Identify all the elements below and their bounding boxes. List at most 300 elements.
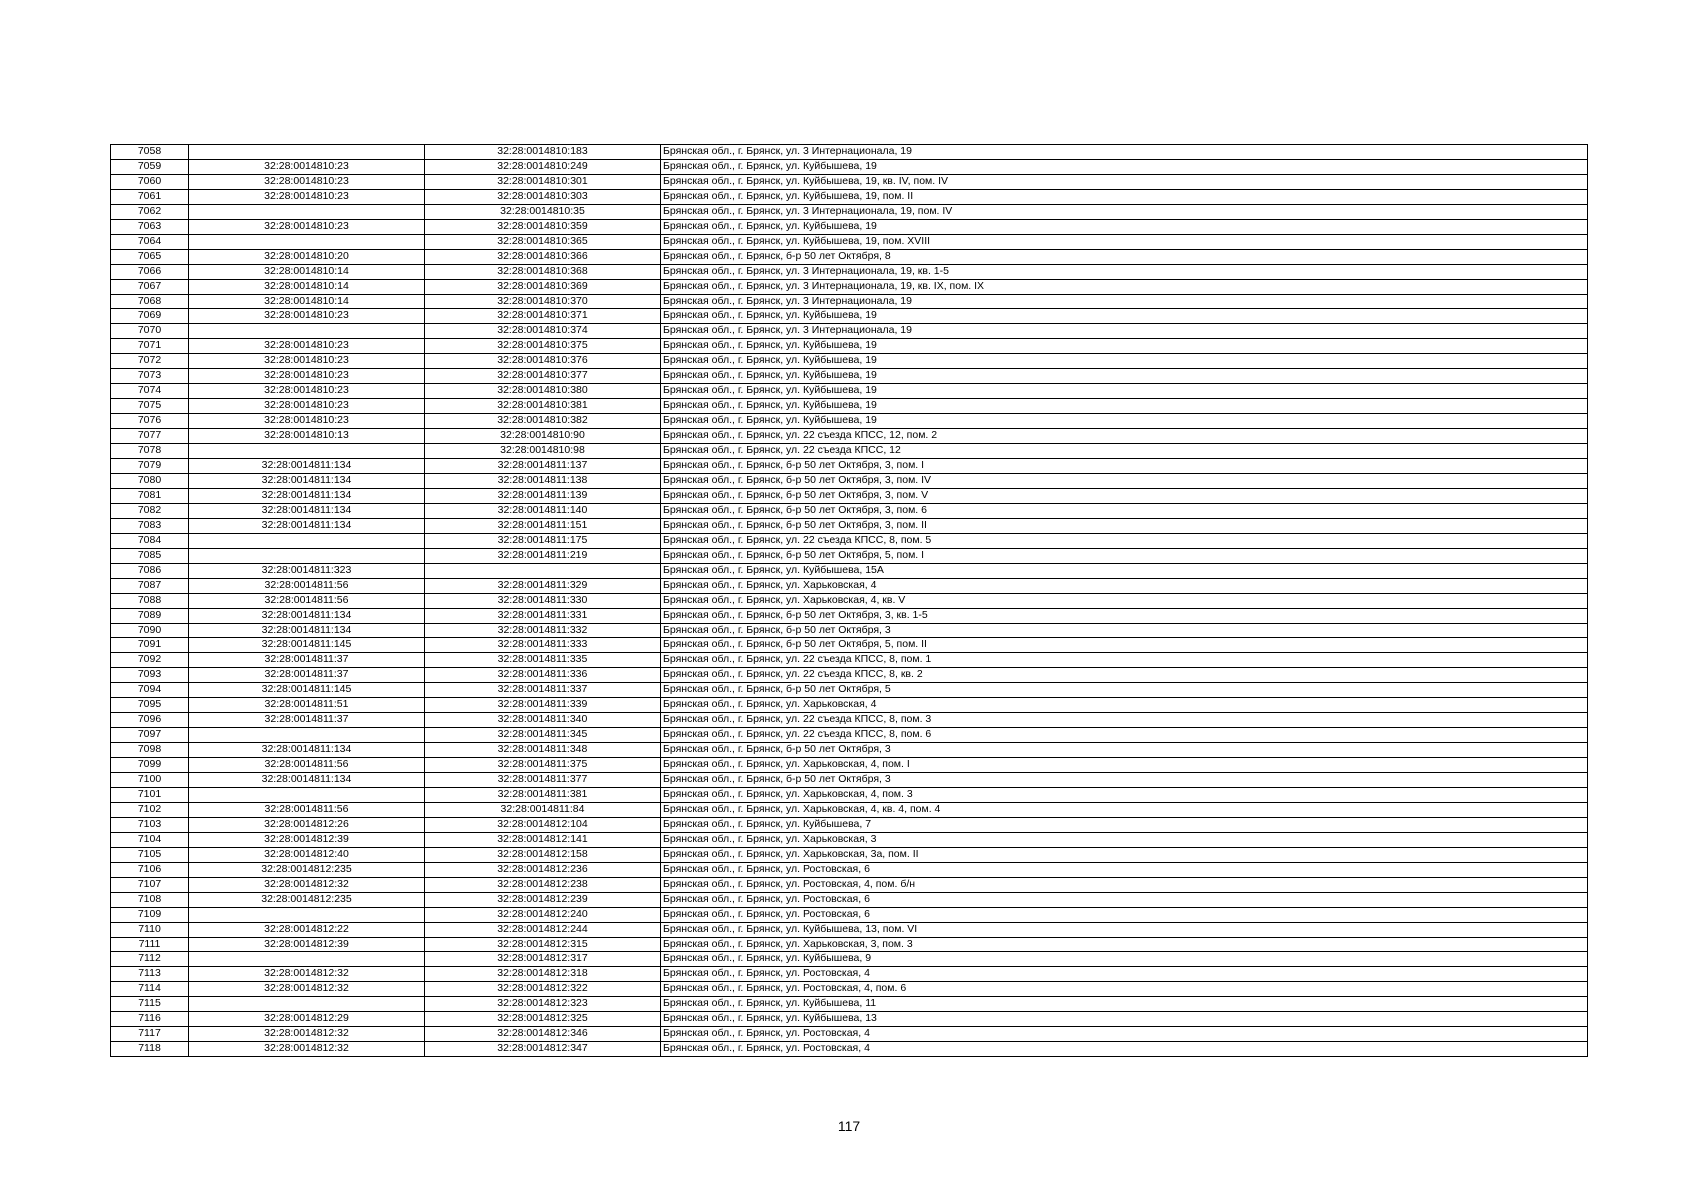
object-number-cell: 32:28:0014810:303 [425, 189, 661, 204]
parcel-number-cell: 32:28:0014811:134 [189, 773, 425, 788]
parcel-number-cell: 32:28:0014811:134 [189, 473, 425, 488]
table-row [111, 1042, 1588, 1057]
table-row [111, 758, 1588, 773]
row-number-cell: 7063 [111, 219, 189, 234]
table-row [111, 743, 1588, 758]
table-row [111, 309, 1588, 324]
address-cell: Брянская обл., г. Брянск, ул. Куйбышева, 19, кв. IV, пом. IV [661, 174, 1588, 189]
table-row [111, 683, 1588, 698]
row-number-cell: 7096 [111, 713, 189, 728]
row-number-cell: 7104 [111, 832, 189, 847]
address-cell: Брянская обл., г. Брянск, б-р 50 лет Октября, 5, пом. II [661, 638, 1588, 653]
table-row [111, 802, 1588, 817]
object-number-cell: 32:28:0014811:377 [425, 773, 661, 788]
address-cell: Брянская обл., г. Брянск, б-р 50 лет Октября, 3, пом. II [661, 518, 1588, 533]
table-row [111, 219, 1588, 234]
object-number-cell: 32:28:0014810:98 [425, 444, 661, 459]
parcel-number-cell: 32:28:0014811:134 [189, 488, 425, 503]
object-number-cell: 32:28:0014811:332 [425, 623, 661, 638]
row-number-cell: 7086 [111, 563, 189, 578]
parcel-number-cell: 32:28:0014810:14 [189, 294, 425, 309]
table-row [111, 204, 1588, 219]
parcel-number-cell: 32:28:0014812:39 [189, 832, 425, 847]
row-number-cell: 7076 [111, 414, 189, 429]
row-number-cell: 7094 [111, 683, 189, 698]
object-number-cell: 32:28:0014812:315 [425, 937, 661, 952]
row-number-cell: 7108 [111, 892, 189, 907]
table-row [111, 324, 1588, 339]
parcel-number-cell: 32:28:0014811:56 [189, 758, 425, 773]
object-number-cell: 32:28:0014811:219 [425, 548, 661, 563]
address-cell: Брянская обл., г. Брянск, ул. Куйбышева, 13, пом. VI [661, 922, 1588, 937]
table-row [111, 907, 1588, 922]
parcel-number-cell: 32:28:0014810:23 [189, 159, 425, 174]
page-number: 117 [837, 1118, 861, 1134]
table-row [111, 653, 1588, 668]
table-row [111, 414, 1588, 429]
row-number-cell: 7101 [111, 787, 189, 802]
table-row [111, 429, 1588, 444]
object-number-cell: 32:28:0014810:375 [425, 339, 661, 354]
row-number-cell: 7097 [111, 728, 189, 743]
object-number-cell: 32:28:0014812:236 [425, 862, 661, 877]
row-number-cell: 7071 [111, 339, 189, 354]
object-number-cell: 32:28:0014811:140 [425, 503, 661, 518]
table-row [111, 399, 1588, 414]
row-number-cell: 7079 [111, 459, 189, 474]
table-row [111, 668, 1588, 683]
table-row [111, 937, 1588, 952]
row-number-cell: 7098 [111, 743, 189, 758]
object-number-cell: 32:28:0014811:329 [425, 578, 661, 593]
row-number-cell: 7058 [111, 145, 189, 160]
address-cell: Брянская обл., г. Брянск, б-р 50 лет Октября, 3, пом. V [661, 488, 1588, 503]
parcel-number-cell [189, 444, 425, 459]
table-row [111, 174, 1588, 189]
row-number-cell: 7100 [111, 773, 189, 788]
table-row [111, 877, 1588, 892]
parcel-number-cell: 32:28:0014812:32 [189, 1027, 425, 1042]
object-number-cell: 32:28:0014811:151 [425, 518, 661, 533]
object-number-cell: 32:28:0014810:369 [425, 279, 661, 294]
table-row [111, 638, 1588, 653]
address-cell: Брянская обл., г. Брянск, б-р 50 лет Октября, 3, пом. IV [661, 473, 1588, 488]
table-row [111, 459, 1588, 474]
parcel-number-cell: 32:28:0014810:13 [189, 429, 425, 444]
row-number-cell: 7091 [111, 638, 189, 653]
parcel-number-cell [189, 548, 425, 563]
parcel-number-cell: 32:28:0014811:323 [189, 563, 425, 578]
object-number-cell: 32:28:0014811:337 [425, 683, 661, 698]
parcel-number-cell: 32:28:0014812:235 [189, 862, 425, 877]
row-number-cell: 7067 [111, 279, 189, 294]
parcel-number-cell: 32:28:0014811:51 [189, 698, 425, 713]
object-number-cell: 32:28:0014812:325 [425, 1012, 661, 1027]
table-row [111, 862, 1588, 877]
parcel-number-cell: 32:28:0014810:23 [189, 174, 425, 189]
parcel-number-cell: 32:28:0014812:39 [189, 937, 425, 952]
parcel-number-cell: 32:28:0014810:23 [189, 399, 425, 414]
object-number-cell: 32:28:0014810:371 [425, 309, 661, 324]
object-number-cell: 32:28:0014812:318 [425, 967, 661, 982]
table-row [111, 189, 1588, 204]
object-number-cell: 32:28:0014812:141 [425, 832, 661, 847]
table-row [111, 892, 1588, 907]
row-number-cell: 7089 [111, 608, 189, 623]
row-number-cell: 7068 [111, 294, 189, 309]
object-number-cell: 32:28:0014810:366 [425, 249, 661, 264]
row-number-cell: 7093 [111, 668, 189, 683]
row-number-cell: 7111 [111, 937, 189, 952]
address-cell: Брянская обл., г. Брянск, ул. Куйбышева, 7 [661, 817, 1588, 832]
address-cell: Брянская обл., г. Брянск, ул. 3 Интернационала, 19 [661, 324, 1588, 339]
object-number-cell: 32:28:0014811:336 [425, 668, 661, 683]
address-cell: Брянская обл., г. Брянск, ул. Куйбышева, 19 [661, 414, 1588, 429]
object-number-cell: 32:28:0014811:375 [425, 758, 661, 773]
object-number-cell: 32:28:0014811:340 [425, 713, 661, 728]
row-number-cell: 7070 [111, 324, 189, 339]
object-number-cell [425, 563, 661, 578]
address-cell: Брянская обл., г. Брянск, б-р 50 лет Октября, 3 [661, 623, 1588, 638]
address-cell: Брянская обл., г. Брянск, ул. 22 съезда КПСС, 12, пом. 2 [661, 429, 1588, 444]
parcel-number-cell: 32:28:0014812:32 [189, 877, 425, 892]
address-cell: Брянская обл., г. Брянск, ул. 22 съезда КПСС, 12 [661, 444, 1588, 459]
row-number-cell: 7062 [111, 204, 189, 219]
table-row [111, 922, 1588, 937]
object-number-cell: 32:28:0014811:339 [425, 698, 661, 713]
row-number-cell: 7114 [111, 982, 189, 997]
object-number-cell: 32:28:0014812:322 [425, 982, 661, 997]
row-number-cell: 7110 [111, 922, 189, 937]
address-cell: Брянская обл., г. Брянск, ул. 22 съезда КПСС, 8, пом. 3 [661, 713, 1588, 728]
table-row [111, 294, 1588, 309]
object-number-cell: 32:28:0014812:346 [425, 1027, 661, 1042]
table-row [111, 967, 1588, 982]
address-cell: Брянская обл., г. Брянск, б-р 50 лет Октября, 3 [661, 743, 1588, 758]
address-cell: Брянская обл., г. Брянск, ул. Харьковская, 3а, пом. II [661, 847, 1588, 862]
table-row [111, 234, 1588, 249]
object-number-cell: 32:28:0014812:238 [425, 877, 661, 892]
row-number-cell: 7085 [111, 548, 189, 563]
address-cell: Брянская обл., г. Брянск, ул. Ростовская, 6 [661, 907, 1588, 922]
table-row [111, 832, 1588, 847]
parcel-number-cell [189, 728, 425, 743]
row-number-cell: 7112 [111, 952, 189, 967]
parcel-number-cell [189, 204, 425, 219]
row-number-cell: 7105 [111, 847, 189, 862]
row-number-cell: 7073 [111, 369, 189, 384]
address-cell: Брянская обл., г. Брянск, ул. 22 съезда КПСС, 8, пом. 1 [661, 653, 1588, 668]
object-number-cell: 32:28:0014810:382 [425, 414, 661, 429]
parcel-number-cell: 32:28:0014812:32 [189, 1042, 425, 1057]
object-number-cell: 32:28:0014811:137 [425, 459, 661, 474]
address-cell: Брянская обл., г. Брянск, ул. Куйбышева, 19 [661, 399, 1588, 414]
address-cell: Брянская обл., г. Брянск, ул. Ростовская, 6 [661, 892, 1588, 907]
parcel-number-cell [189, 234, 425, 249]
row-number-cell: 7113 [111, 967, 189, 982]
table-row [111, 728, 1588, 743]
object-number-cell: 32:28:0014812:317 [425, 952, 661, 967]
object-number-cell: 32:28:0014810:183 [425, 145, 661, 160]
parcel-number-cell: 32:28:0014811:134 [189, 503, 425, 518]
registry-table-body [111, 145, 1588, 1057]
row-number-cell: 7080 [111, 473, 189, 488]
table-row [111, 952, 1588, 967]
table-row [111, 982, 1588, 997]
table-row [111, 997, 1588, 1012]
parcel-number-cell: 32:28:0014810:23 [189, 219, 425, 234]
registry-sheet [110, 144, 1587, 1057]
address-cell: Брянская обл., г. Брянск, ул. Куйбышева, 19, пом. II [661, 189, 1588, 204]
parcel-number-cell: 32:28:0014811:37 [189, 713, 425, 728]
address-cell: Брянская обл., г. Брянск, ул. Куйбышева, 19 [661, 384, 1588, 399]
parcel-number-cell: 32:28:0014811:56 [189, 593, 425, 608]
address-cell: Брянская обл., г. Брянск, б-р 50 лет Октября, 3, кв. 1-5 [661, 608, 1588, 623]
table-row [111, 548, 1588, 563]
object-number-cell: 32:28:0014812:240 [425, 907, 661, 922]
row-number-cell: 7074 [111, 384, 189, 399]
address-cell: Брянская обл., г. Брянск, ул. Ростовская, 4 [661, 1042, 1588, 1057]
parcel-number-cell: 32:28:0014811:134 [189, 459, 425, 474]
table-row [111, 279, 1588, 294]
address-cell: Брянская обл., г. Брянск, ул. Ростовская, 4 [661, 1027, 1588, 1042]
object-number-cell: 32:28:0014811:345 [425, 728, 661, 743]
address-cell: Брянская обл., г. Брянск, ул. Куйбышева, 9 [661, 952, 1588, 967]
address-cell: Брянская обл., г. Брянск, ул. Харьковская, 4, пом. 3 [661, 787, 1588, 802]
table-row [111, 369, 1588, 384]
parcel-number-cell: 32:28:0014812:29 [189, 1012, 425, 1027]
parcel-number-cell: 32:28:0014812:40 [189, 847, 425, 862]
table-row [111, 518, 1588, 533]
table-row [111, 817, 1588, 832]
object-number-cell: 32:28:0014811:335 [425, 653, 661, 668]
row-number-cell: 7065 [111, 249, 189, 264]
row-number-cell: 7103 [111, 817, 189, 832]
row-number-cell: 7116 [111, 1012, 189, 1027]
object-number-cell: 32:28:0014812:323 [425, 997, 661, 1012]
object-number-cell: 32:28:0014811:175 [425, 533, 661, 548]
parcel-number-cell [189, 787, 425, 802]
table-row [111, 623, 1588, 638]
parcel-number-cell [189, 907, 425, 922]
table-row [111, 698, 1588, 713]
parcel-number-cell: 32:28:0014810:23 [189, 309, 425, 324]
object-number-cell: 32:28:0014812:244 [425, 922, 661, 937]
table-row [111, 503, 1588, 518]
parcel-number-cell: 32:28:0014811:145 [189, 683, 425, 698]
row-number-cell: 7090 [111, 623, 189, 638]
row-number-cell: 7072 [111, 354, 189, 369]
row-number-cell: 7078 [111, 444, 189, 459]
table-row [111, 608, 1588, 623]
parcel-number-cell: 32:28:0014810:14 [189, 264, 425, 279]
parcel-number-cell: 32:28:0014811:134 [189, 623, 425, 638]
address-cell: Брянская обл., г. Брянск, ул. 3 Интернационала, 19, пом. IV [661, 204, 1588, 219]
row-number-cell: 7069 [111, 309, 189, 324]
address-cell: Брянская обл., г. Брянск, ул. Харьковская, 4, кв. 4, пом. 4 [661, 802, 1588, 817]
row-number-cell: 7106 [111, 862, 189, 877]
parcel-number-cell: 32:28:0014812:26 [189, 817, 425, 832]
row-number-cell: 7059 [111, 159, 189, 174]
parcel-number-cell: 32:28:0014810:23 [189, 354, 425, 369]
row-number-cell: 7117 [111, 1027, 189, 1042]
parcel-number-cell: 32:28:0014810:23 [189, 339, 425, 354]
object-number-cell: 32:28:0014810:380 [425, 384, 661, 399]
address-cell: Брянская обл., г. Брянск, б-р 50 лет Октября, 3 [661, 773, 1588, 788]
address-cell: Брянская обл., г. Брянск, б-р 50 лет Октября, 5 [661, 683, 1588, 698]
object-number-cell: 32:28:0014811:333 [425, 638, 661, 653]
row-number-cell: 7081 [111, 488, 189, 503]
parcel-number-cell: 32:28:0014810:14 [189, 279, 425, 294]
row-number-cell: 7102 [111, 802, 189, 817]
table-row [111, 444, 1588, 459]
address-cell: Брянская обл., г. Брянск, ул. 3 Интернационала, 19 [661, 145, 1588, 160]
parcel-number-cell: 32:28:0014811:37 [189, 668, 425, 683]
object-number-cell: 32:28:0014810:90 [425, 429, 661, 444]
address-cell: Брянская обл., г. Брянск, ул. Куйбышева, 19 [661, 369, 1588, 384]
address-cell: Брянская обл., г. Брянск, ул. Куйбышева, 19 [661, 159, 1588, 174]
table-row [111, 384, 1588, 399]
address-cell: Брянская обл., г. Брянск, ул. 22 съезда КПСС, 8, кв. 2 [661, 668, 1588, 683]
table-row [111, 563, 1588, 578]
row-number-cell: 7075 [111, 399, 189, 414]
row-number-cell: 7118 [111, 1042, 189, 1057]
row-number-cell: 7060 [111, 174, 189, 189]
object-number-cell: 32:28:0014810:301 [425, 174, 661, 189]
table-row [111, 593, 1588, 608]
address-cell: Брянская обл., г. Брянск, ул. Харьковская, 4, кв. V [661, 593, 1588, 608]
row-number-cell: 7088 [111, 593, 189, 608]
table-row [111, 473, 1588, 488]
object-number-cell: 32:28:0014810:249 [425, 159, 661, 174]
address-cell: Брянская обл., г. Брянск, ул. Харьковская, 4 [661, 578, 1588, 593]
parcel-number-cell: 32:28:0014811:134 [189, 518, 425, 533]
row-number-cell: 7115 [111, 997, 189, 1012]
address-cell: Брянская обл., г. Брянск, ул. 3 Интернационала, 19 [661, 294, 1588, 309]
address-cell: Брянская обл., г. Брянск, ул. 3 Интернационала, 19, кв. 1-5 [661, 264, 1588, 279]
object-number-cell: 32:28:0014810:359 [425, 219, 661, 234]
parcel-number-cell [189, 533, 425, 548]
table-row [111, 713, 1588, 728]
parcel-number-cell: 32:28:0014811:56 [189, 578, 425, 593]
address-cell: Брянская обл., г. Брянск, б-р 50 лет Октября, 8 [661, 249, 1588, 264]
address-cell: Брянская обл., г. Брянск, б-р 50 лет Октября, 5, пом. I [661, 548, 1588, 563]
address-cell: Брянская обл., г. Брянск, ул. Харьковская, 3, пом. 3 [661, 937, 1588, 952]
parcel-number-cell: 32:28:0014812:235 [189, 892, 425, 907]
table-row [111, 1012, 1588, 1027]
object-number-cell: 32:28:0014810:35 [425, 204, 661, 219]
parcel-number-cell: 32:28:0014810:23 [189, 189, 425, 204]
row-number-cell: 7109 [111, 907, 189, 922]
table-row [111, 339, 1588, 354]
address-cell: Брянская обл., г. Брянск, ул. Куйбышева, 13 [661, 1012, 1588, 1027]
parcel-number-cell: 32:28:0014810:23 [189, 414, 425, 429]
parcel-number-cell [189, 145, 425, 160]
parcel-number-cell: 32:28:0014811:37 [189, 653, 425, 668]
address-cell: Брянская обл., г. Брянск, ул. Ростовская, 6 [661, 862, 1588, 877]
object-number-cell: 32:28:0014811:84 [425, 802, 661, 817]
address-cell: Брянская обл., г. Брянск, ул. Харьковская, 3 [661, 832, 1588, 847]
object-number-cell: 32:28:0014810:370 [425, 294, 661, 309]
parcel-number-cell [189, 324, 425, 339]
object-number-cell: 32:28:0014811:331 [425, 608, 661, 623]
row-number-cell: 7084 [111, 533, 189, 548]
address-cell: Брянская обл., г. Брянск, ул. Куйбышева, 15А [661, 563, 1588, 578]
table-row [111, 488, 1588, 503]
address-cell: Брянская обл., г. Брянск, ул. Куйбышева, 19 [661, 309, 1588, 324]
object-number-cell: 32:28:0014811:348 [425, 743, 661, 758]
address-cell: Брянская обл., г. Брянск, б-р 50 лет Октября, 3, пом. 6 [661, 503, 1588, 518]
row-number-cell: 7087 [111, 578, 189, 593]
parcel-number-cell [189, 997, 425, 1012]
address-cell: Брянская обл., г. Брянск, ул. 3 Интернационала, 19, кв. IX, пом. IX [661, 279, 1588, 294]
address-cell: Брянская обл., г. Брянск, ул. Куйбышева, 19, пом. XVIII [661, 234, 1588, 249]
address-cell: Брянская обл., г. Брянск, ул. 22 съезда КПСС, 8, пом. 6 [661, 728, 1588, 743]
table-row [111, 264, 1588, 279]
object-number-cell: 32:28:0014811:330 [425, 593, 661, 608]
address-cell: Брянская обл., г. Брянск, ул. Куйбышева, 19 [661, 339, 1588, 354]
address-cell: Брянская обл., г. Брянск, ул. Куйбышева, 19 [661, 219, 1588, 234]
parcel-number-cell: 32:28:0014811:134 [189, 608, 425, 623]
table-row [111, 159, 1588, 174]
row-number-cell: 7092 [111, 653, 189, 668]
object-number-cell: 32:28:0014810:374 [425, 324, 661, 339]
row-number-cell: 7082 [111, 503, 189, 518]
table-row [111, 249, 1588, 264]
address-cell: Брянская обл., г. Брянск, ул. Куйбышева, 19 [661, 354, 1588, 369]
registry-table [110, 144, 1588, 1057]
address-cell: Брянская обл., г. Брянск, ул. Харьковская, 4, пом. I [661, 758, 1588, 773]
row-number-cell: 7083 [111, 518, 189, 533]
row-number-cell: 7061 [111, 189, 189, 204]
address-cell: Брянская обл., г. Брянск, ул. Ростовская, 4, пом. б/н [661, 877, 1588, 892]
object-number-cell: 32:28:0014810:376 [425, 354, 661, 369]
object-number-cell: 32:28:0014812:239 [425, 892, 661, 907]
table-row [111, 1027, 1588, 1042]
parcel-number-cell: 32:28:0014811:145 [189, 638, 425, 653]
object-number-cell: 32:28:0014812:158 [425, 847, 661, 862]
row-number-cell: 7064 [111, 234, 189, 249]
object-number-cell: 32:28:0014810:368 [425, 264, 661, 279]
address-cell: Брянская обл., г. Брянск, ул. Харьковская, 4 [661, 698, 1588, 713]
parcel-number-cell: 32:28:0014812:32 [189, 967, 425, 982]
parcel-number-cell: 32:28:0014811:134 [189, 743, 425, 758]
table-row [111, 847, 1588, 862]
parcel-number-cell: 32:28:0014812:22 [189, 922, 425, 937]
table-row [111, 787, 1588, 802]
address-cell: Брянская обл., г. Брянск, ул. 22 съезда КПСС, 8, пом. 5 [661, 533, 1588, 548]
table-row [111, 533, 1588, 548]
table-row [111, 578, 1588, 593]
address-cell: Брянская обл., г. Брянск, б-р 50 лет Октября, 3, пом. I [661, 459, 1588, 474]
object-number-cell: 32:28:0014811:381 [425, 787, 661, 802]
parcel-number-cell [189, 952, 425, 967]
row-number-cell: 7077 [111, 429, 189, 444]
parcel-number-cell: 32:28:0014811:56 [189, 802, 425, 817]
object-number-cell: 32:28:0014812:104 [425, 817, 661, 832]
parcel-number-cell: 32:28:0014810:23 [189, 369, 425, 384]
parcel-number-cell: 32:28:0014810:20 [189, 249, 425, 264]
table-row [111, 773, 1588, 788]
row-number-cell: 7099 [111, 758, 189, 773]
table-row [111, 354, 1588, 369]
object-number-cell: 32:28:0014810:381 [425, 399, 661, 414]
object-number-cell: 32:28:0014811:139 [425, 488, 661, 503]
parcel-number-cell: 32:28:0014812:32 [189, 982, 425, 997]
object-number-cell: 32:28:0014812:347 [425, 1042, 661, 1057]
address-cell: Брянская обл., г. Брянск, ул. Ростовская, 4 [661, 967, 1588, 982]
address-cell: Брянская обл., г. Брянск, ул. Куйбышева, 11 [661, 997, 1588, 1012]
